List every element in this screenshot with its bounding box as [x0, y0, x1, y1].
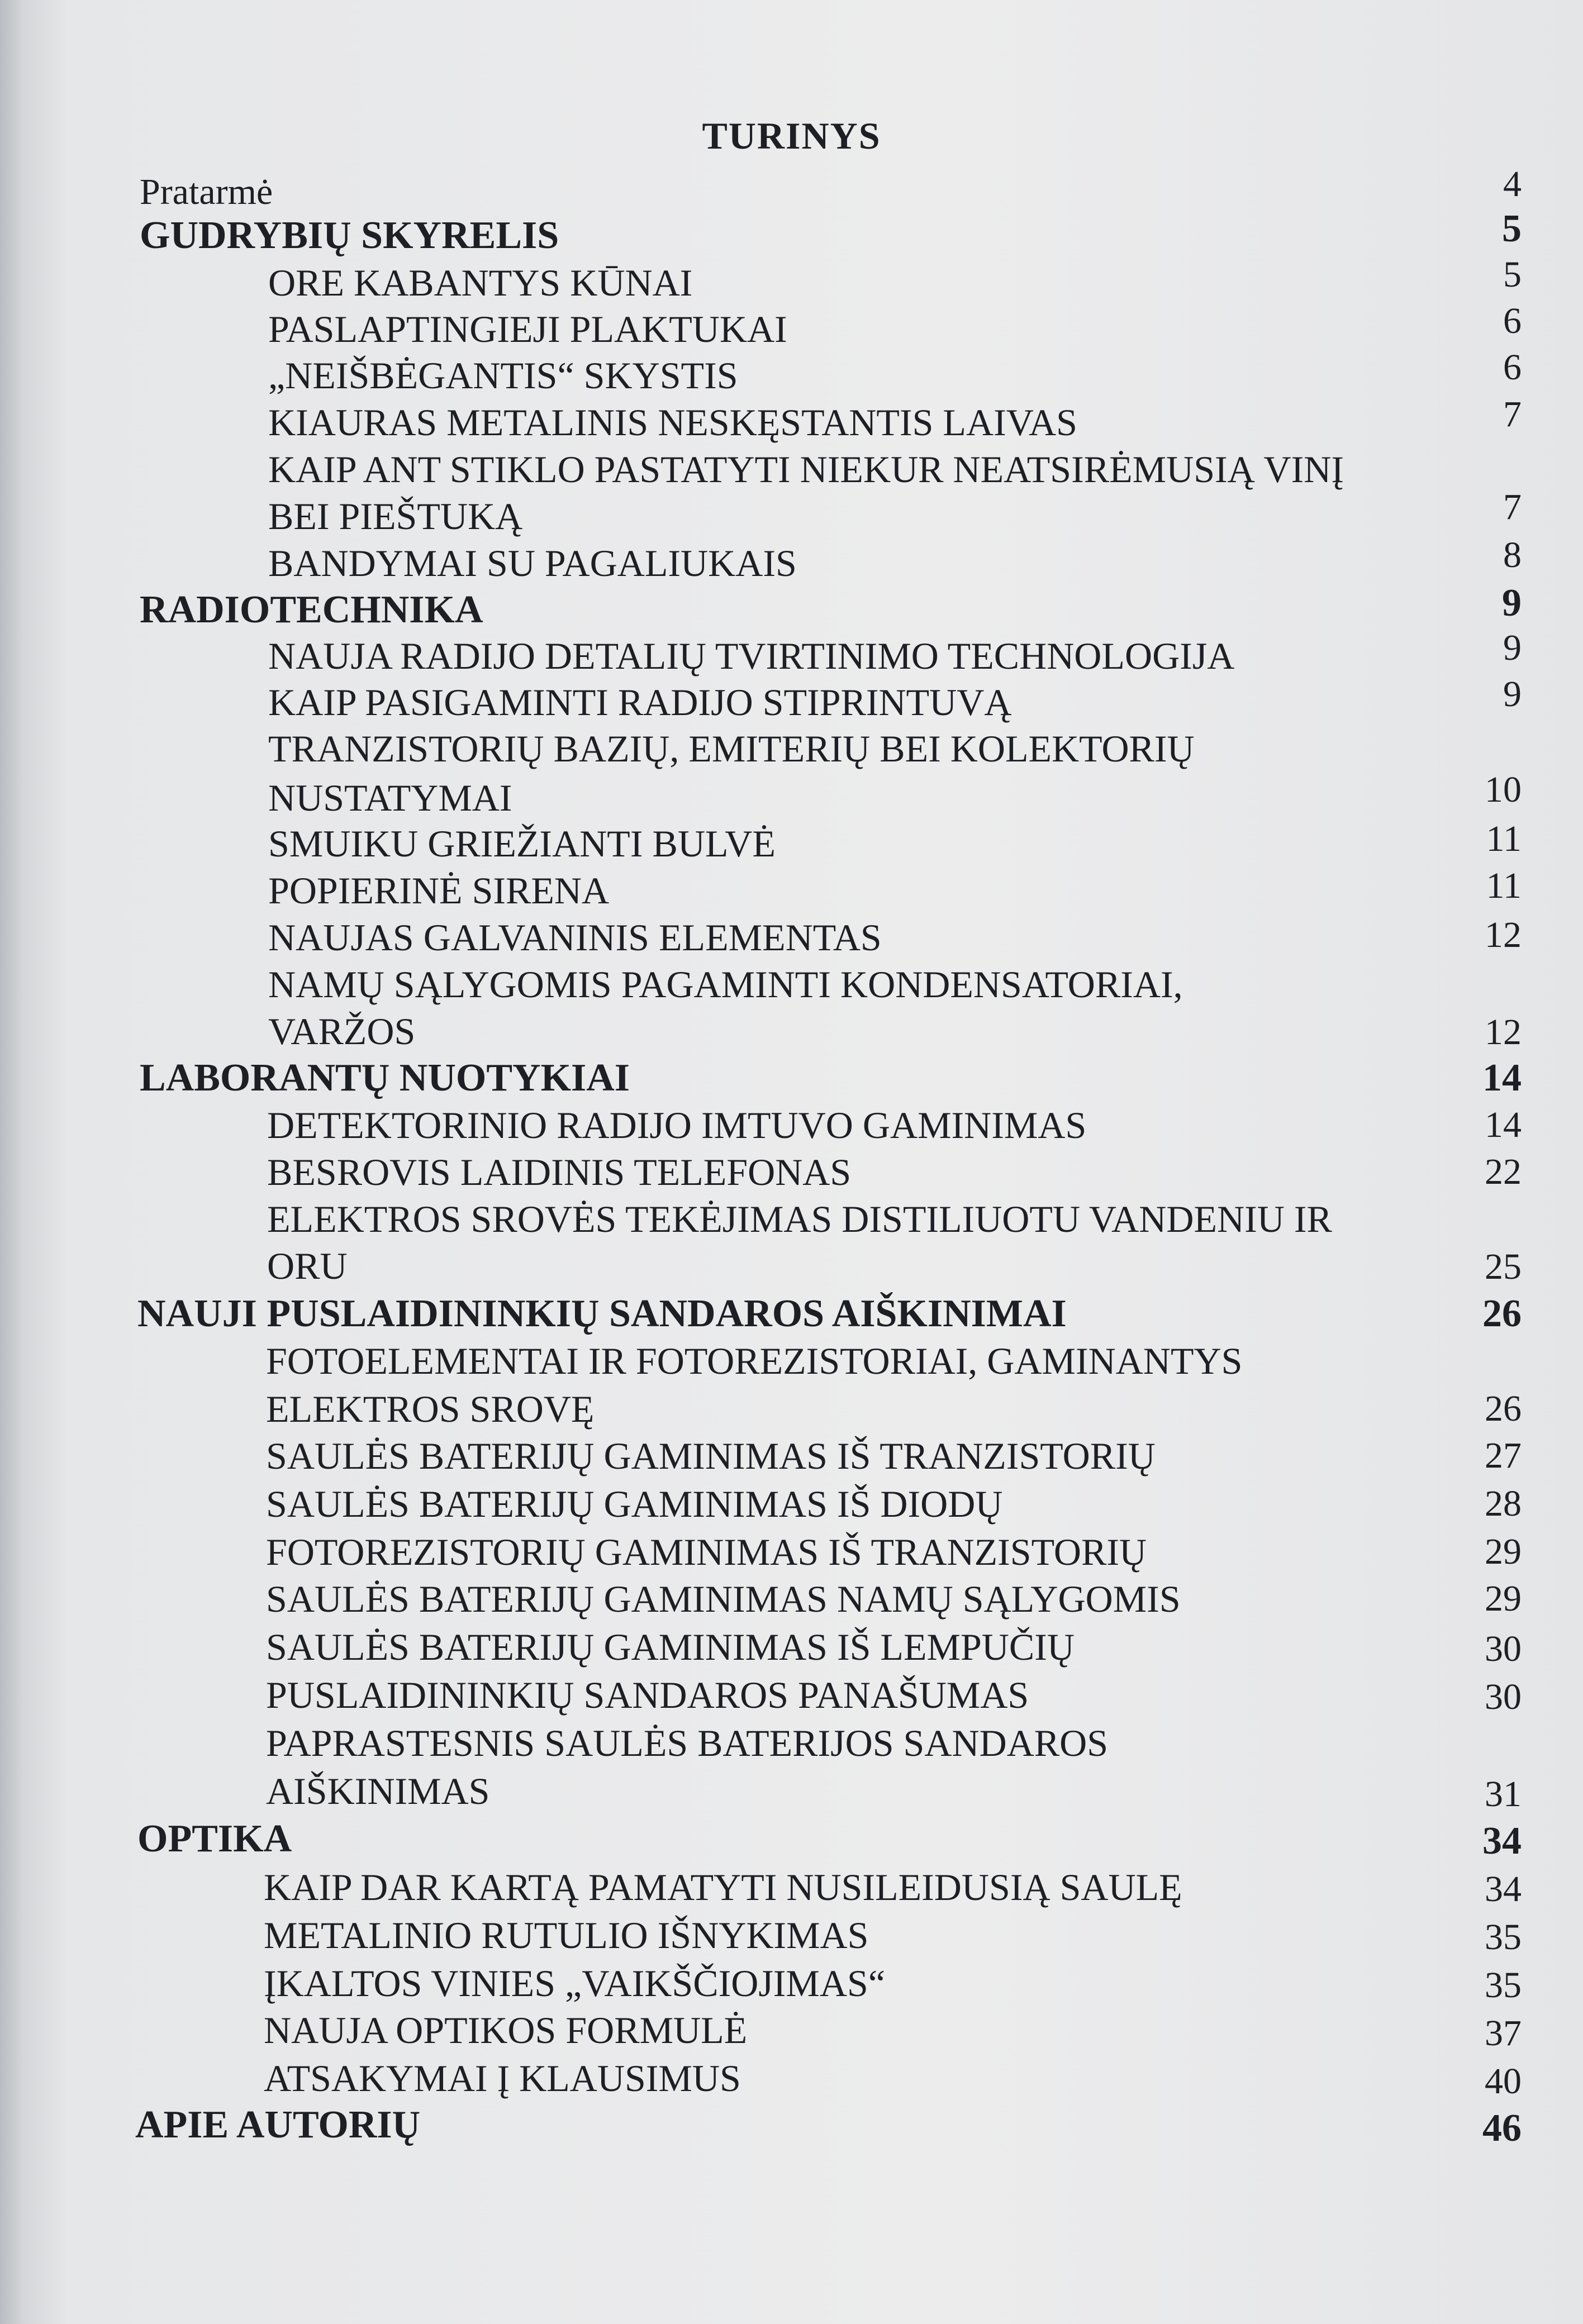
toc-entry — [0, 1671, 1583, 1722]
toc-page-number: 40 — [1485, 2061, 1522, 2102]
toc-entry-label-continued: VARŽOS — [268, 1010, 416, 1053]
toc-page-number: 31 — [1485, 1774, 1522, 1815]
toc-entry-label: FOTOREZISTORIŲ GAMINIMAS IŠ TRANZISTORIŲ — [266, 1531, 1147, 1573]
toc-entry — [0, 2055, 1583, 2105]
toc-entry — [0, 1864, 1583, 1914]
toc-entry-label-continued: ELEKTROS SROVĘ — [266, 1388, 595, 1430]
toc-entry — [0, 725, 1583, 820]
toc-page-number: 14 — [1485, 1104, 1522, 1145]
toc-page-number: 11 — [1486, 865, 1522, 906]
toc-entry — [0, 627, 1583, 683]
toc-entry — [0, 674, 1583, 729]
toc-entry-label: BESROVIS LAIDINIS TELEFONAS — [267, 1151, 852, 1193]
toc-entry — [0, 254, 1583, 309]
toc-page-number: 12 — [1485, 915, 1522, 955]
toc-entry — [0, 867, 1583, 917]
toc-page-number: 7 — [1503, 487, 1522, 527]
toc-entry — [0, 1432, 1583, 1483]
toc-entry-label: METALINIO RUTULIO IŠNYKIMAS — [264, 1914, 869, 1956]
toc-entry-label: ELEKTROS SROVĖS TEKĖJIMAS DISTILIUOTU VANDENIU IR — [267, 1198, 1332, 1240]
toc-entry — [0, 1102, 1583, 1152]
toc-page-number: 7 — [1503, 394, 1522, 435]
toc-page-number: 26 — [1485, 1388, 1522, 1429]
toc-entry — [0, 394, 1583, 449]
toc-page-number: 30 — [1485, 1677, 1522, 1717]
toc-page-number: 5 — [1503, 254, 1522, 295]
toc-section-label: APIE AUTORIŲ — [135, 2103, 421, 2146]
toc-page-number: 35 — [1485, 1917, 1522, 1958]
toc-entry-label: SAULĖS BATERIJŲ GAMINIMAS IŠ LEMPUČIŲ — [266, 1626, 1075, 1668]
toc-entry-label: KIAURAS METALINIS NESKĘSTANTIS LAIVAS — [268, 401, 1077, 444]
toc-entry-label: „NEIŠBĖGANTIS“ SKYSTIS — [268, 354, 738, 397]
toc-entry — [0, 1575, 1583, 1626]
toc-entry — [0, 1912, 1583, 1962]
toc-page-number: 29 — [1485, 1531, 1522, 1572]
toc-page-number: 6 — [1503, 347, 1522, 388]
toc-page-number: 10 — [1485, 769, 1522, 810]
toc-entry-label: NAMŲ SĄLYGOMIS PAGAMINTI KONDENSATORIAI, — [268, 963, 1183, 1006]
toc-entry-label-continued: AIŠKINIMAS — [266, 1770, 490, 1812]
toc-entry-label: NAUJAS GALVANINIS ELEMENTAS — [268, 916, 882, 959]
toc-page-number: 46 — [1482, 2107, 1522, 2150]
toc-section — [0, 1290, 1583, 1341]
toc-entry-label: SMUIKU GRIEŽIANTI BULVĖ — [268, 822, 776, 865]
toc-entry-label: BANDYMAI SU PAGALIUKAIS — [268, 542, 797, 584]
toc-entry — [0, 2007, 1583, 2057]
toc-page-number: 34 — [1485, 1869, 1522, 1909]
toc-section — [0, 2102, 1583, 2152]
toc-page-number: 35 — [1485, 1965, 1522, 2006]
toc-entry — [0, 914, 1583, 964]
toc-entry-label: ORE KABANTYS KŪNAI — [268, 261, 693, 304]
toc-entry — [0, 1528, 1583, 1579]
toc-page-number: 4 — [1503, 164, 1522, 204]
toc-page-number: 9 — [1503, 627, 1522, 668]
toc-entry-label: SAULĖS BATERIJŲ GAMINIMAS IŠ DIODŲ — [266, 1483, 1003, 1525]
toc-entry — [0, 1960, 1583, 2010]
toc-page-number: 37 — [1485, 2013, 1522, 2054]
toc-section-label: LABORANTŲ NUOTYKIAI — [140, 1056, 630, 1099]
toc-page-number: 30 — [1485, 1628, 1522, 1669]
toc-entry-label: Pratarmė — [140, 172, 273, 212]
toc-entry-label-continued: NUSTATYMAI — [268, 777, 512, 819]
toc-entry — [0, 446, 1583, 541]
toc-entry-label: TRANZISTORIŲ BAZIŲ, EMITERIŲ BEI KOLEKTORIŲ — [268, 727, 1195, 770]
toc-section-label: OPTIKA — [137, 1817, 292, 1860]
toc-entry-label: NAUJA OPTIKOS FORMULĖ — [264, 2009, 748, 2051]
toc-entry-label: SAULĖS BATERIJŲ GAMINIMAS NAMŲ SĄLYGOMIS — [266, 1578, 1181, 1620]
toc-section — [0, 207, 1583, 263]
toc-entry-label: NAUJA RADIJO DETALIŲ TVIRTINIMO TECHNOLOGIJA — [268, 635, 1235, 677]
toc-entry-label: SAULĖS BATERIJŲ GAMINIMAS IŠ TRANZISTORIŲ — [266, 1435, 1156, 1477]
toc-entry — [0, 301, 1583, 356]
toc-page-number: 28 — [1485, 1483, 1522, 1524]
toc-entry-label: ĮKALTOS VINIES „VAIKŠČIOJIMAS“ — [264, 1962, 886, 2004]
toc-page-number: 34 — [1482, 1820, 1522, 1863]
toc-page-number: 5 — [1502, 207, 1522, 250]
toc-entry-label: KAIP ANT STIKLO PASTATYTI NIEKUR NEATSIRĖMUSIĄ VINĮ — [268, 448, 1344, 490]
toc-entry — [0, 1196, 1583, 1290]
toc-entry-label: PAPRASTESNIS SAULĖS BATERIJOS SANDAROS — [266, 1722, 1109, 1764]
toc-entry-label: PASLAPTINGIEJI PLAKTUKAI — [268, 308, 787, 350]
toc-page-number: 6 — [1503, 301, 1522, 341]
toc-section — [0, 1055, 1583, 1105]
toc-entry — [0, 535, 1583, 590]
toc-section — [0, 1816, 1583, 1866]
toc-entry-label: KAIP PASIGAMINTI RADIJO STIPRINTUVĄ — [268, 681, 1012, 723]
toc-page-number: 22 — [1485, 1151, 1522, 1192]
toc-page-number: 25 — [1485, 1246, 1522, 1287]
toc-entry — [0, 961, 1583, 1056]
toc-entry — [0, 1149, 1583, 1199]
toc-page-number: 8 — [1503, 535, 1522, 575]
toc-page-number: 26 — [1482, 1292, 1522, 1335]
toc-page-number: 9 — [1503, 674, 1522, 715]
toc-entry-label: DETEKTORINIO RADIJO IMTUVO GAMINIMAS — [267, 1104, 1087, 1146]
toc-entry — [0, 347, 1583, 402]
toc-section-label: RADIOTECHNIKA — [140, 588, 483, 631]
toc-page-number: 29 — [1485, 1578, 1522, 1619]
toc-entry — [0, 820, 1583, 870]
toc-entry-label: FOTOELEMENTAI IR FOTOREZISTORIAI, GAMINANTYS — [266, 1340, 1243, 1382]
toc-entry-label: KAIP DAR KARTĄ PAMATYTI NUSILEIDUSIĄ SAULĘ — [264, 1866, 1182, 1908]
toc-page-number: 14 — [1482, 1056, 1522, 1099]
toc-entry — [0, 1337, 1583, 1432]
toc-section — [0, 582, 1583, 637]
toc-page-number: 27 — [1485, 1435, 1522, 1476]
toc-page-number: 12 — [1485, 1012, 1522, 1053]
toc-entry — [0, 164, 1583, 219]
toc-entry — [0, 1623, 1583, 1674]
toc-section-label: NAUJI PUSLAIDININKIŲ SANDAROS AIŠKINIMAI — [137, 1292, 1067, 1335]
toc-section-label: GUDRYBIŲ SKYRELIS — [140, 214, 559, 257]
table-of-contents — [0, 164, 1583, 2180]
toc-page-number: 11 — [1486, 818, 1522, 859]
toc-entry-label-continued: ORU — [267, 1245, 348, 1287]
toc-page-number: 9 — [1502, 582, 1522, 625]
toc-entry-label-continued: BEI PIEŠTUKĄ — [268, 495, 523, 537]
toc-entry-label: POPIERINĖ SIRENA — [268, 869, 610, 912]
toc-entry-label: PUSLAIDININKIŲ SANDAROS PANAŠUMAS — [266, 1674, 1029, 1716]
toc-entry-label: ATSAKYMAI Į KLAUSIMUS — [264, 2057, 741, 2099]
page-title: TURINYS — [702, 115, 881, 157]
toc-entry — [0, 1720, 1583, 1815]
toc-entry — [0, 1480, 1583, 1531]
